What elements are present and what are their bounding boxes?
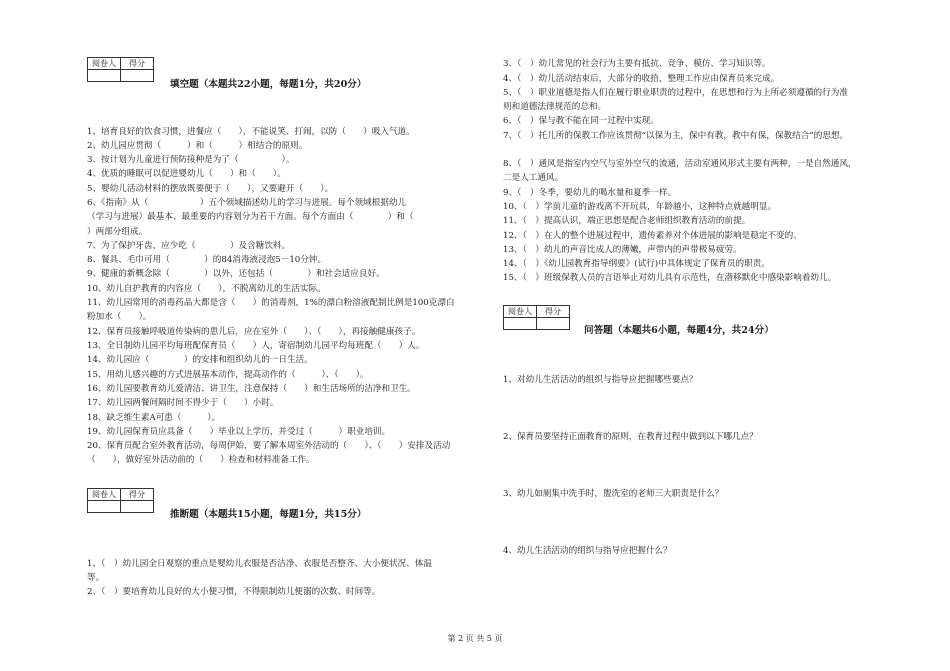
fill-line: ）两部分组成。 xyxy=(87,227,148,237)
judge-line: 11、（ ）提高认识，端正思想是配合老师组织教育活动的前提。 xyxy=(503,216,751,226)
judge-line: 6、（ ）保与教不能在同一过程中实现。 xyxy=(503,116,659,126)
fill-line: 4、优质的睡眠可以促进婴幼儿（ ）和（ ）。 xyxy=(87,169,286,179)
section-title-judge: 推断题（本题共15小题，每题1分，共15分） xyxy=(170,509,367,520)
score-box-qa xyxy=(503,305,570,330)
fill-line: 13、全日制幼儿园平均每班配保育员（ ）人，寄宿制幼儿园平均每班配（ ）人。 xyxy=(87,341,425,351)
fill-line: 6、《指南》从（ ）五个领域描述幼儿的学习与进展。每个领域根据幼儿 xyxy=(87,198,407,208)
qa-line: 3、幼儿如厕集中洗手时，盥洗室的老师三大职责是什么？ xyxy=(503,489,724,499)
fill-line: 15、用幼儿感兴趣的方式进展基本动作，提高动作的（ ）、（ ）。 xyxy=(87,370,369,380)
judge-line: 12、（ ）在人的整个进展过程中，遗传素养对个体进展的影响是稳定不变的。 xyxy=(503,231,802,241)
fill-line: 粉加水（ ）。 xyxy=(87,312,152,322)
score-cell[interactable] xyxy=(121,501,154,513)
fill-line: 14、幼儿园应（ ）的安排和组织幼儿的一日生活。 xyxy=(87,355,313,365)
fill-line: 5、婴幼儿活动材料的摆放既要便于（ ），又要避开（ ）。 xyxy=(87,184,334,194)
judge-line: 3、（ ）幼儿常见的社会行为主要有抵抗、竞争、模仿、学习知识等。 xyxy=(503,59,771,69)
score-box-judge xyxy=(87,488,154,513)
qa-line: 1、对幼儿生活活动的组织与指导应把握哪些要点？ xyxy=(503,375,698,385)
section-title-fill: 填空题（本题共22小题，每题1分，共20分） xyxy=(170,79,367,90)
score-label: 得分 xyxy=(537,306,570,318)
fill-line: （学习与进展）最基本、最重要的内容划分为若干方面。每个方面由（ ）和（ xyxy=(87,212,414,222)
page-number: 第 2 页 共 5 页 xyxy=(447,634,503,643)
reviewer-cell[interactable] xyxy=(88,70,121,82)
judge-line: 8、（ ）通风是指室内空气与室外空气的流通，活动室通风形式主要有两种，一是自然通风， xyxy=(503,159,857,169)
judge-line: 14、（ ）《幼儿园教育指导纲要》(试行)中具体规定了保育员的职责。 xyxy=(503,259,770,269)
judge-line: 10、（ ）学前儿童的游戏离不开玩具，年龄越小，这种特点就越明显。 xyxy=(503,202,777,212)
score-label: 得分 xyxy=(121,489,154,501)
reviewer-label: 阅卷人 xyxy=(88,58,121,70)
fill-line: 10、幼儿自护教育的内容应（ ），不脱离幼儿的生活实际。 xyxy=(87,284,326,294)
fill-line: 3、按计划为儿童进行预防接种是为了（ ）。 xyxy=(87,155,295,165)
judge-line: 7、（ ）托儿所的保教工作应该贯彻“以保为主，保中有教，教中有保，保教结合”的思想。 xyxy=(503,131,849,141)
judge-line: 5、（ ）职业道德是指人们在履行职业职责的过程中，在思想和行为上所必须遵循的行为准 xyxy=(503,88,848,98)
judge-line: 等。 xyxy=(87,573,105,583)
fill-line: 2、幼儿园应贯彻（ ）和（ ）相结合的原则。 xyxy=(87,141,308,151)
reviewer-cell[interactable] xyxy=(504,318,537,330)
section-title-qa: 问答题（本题共6小题，每题4分，共24分） xyxy=(584,325,774,336)
reviewer-cell[interactable] xyxy=(88,501,121,513)
judge-line: 4、（ ）幼儿活动结束后，大部分的收拾，整理工作应由保育员来完成。 xyxy=(503,74,780,84)
judge-line: 2、（ ）要培育幼儿良好的大小便习惯，不得限制幼儿便溺的次数、时间等。 xyxy=(87,587,381,597)
judge-line: 13、（ ）幼儿的声音比成人的薄嫩，声带内的声带极易疲劳。 xyxy=(503,245,742,255)
fill-line: 20、保育员配合室外教育活动，每周伊始，要了解本周室外活动的（ ）、（ ）安排及活动 xyxy=(87,441,451,451)
fill-line: 18、缺乏维生素A可患（ ）。 xyxy=(87,413,221,423)
score-box-fill xyxy=(87,57,154,82)
fill-line: 19、幼儿园保育员应具备（ ）毕业以上学历，并受过（ ）职业培训。 xyxy=(87,427,391,437)
fill-line: 12、保育员接触呼吸道传染病的患儿后，应在室外（ ）、（ ），再接触健康孩子。 xyxy=(87,327,421,337)
score-label: 得分 xyxy=(121,58,154,70)
judge-line: 则和道德法律规范的总和。 xyxy=(503,102,607,112)
fill-line: 11、幼儿园常用的消毒药品大都是含（ ）的消毒剂，1%的漂白粉溶液配制比例是100克漂白 xyxy=(87,298,455,308)
score-cell[interactable] xyxy=(537,318,570,330)
judge-line: 二是人工通风。 xyxy=(503,173,564,183)
fill-line: 17、幼儿园两餐间隔时间不得少于（ ）小时。 xyxy=(87,398,279,408)
fill-line: 9、健康的新概念除（ ）以外，还包括（ ）和社会适应良好。 xyxy=(87,269,385,279)
reviewer-label: 阅卷人 xyxy=(88,489,121,501)
judge-line: 1、（ ）幼儿园全日观察的重点是婴幼儿衣服是否洁净、衣服是否整齐、大小便状况、体温 xyxy=(87,559,432,569)
qa-line: 4、幼儿生活活动的组织与指导应把握什么？ xyxy=(503,546,672,556)
fill-line: 7、为了保护牙齿，应少吃（ ）及含糖饮料。 xyxy=(87,241,291,251)
fill-line: 1、培育良好的饮食习惯，进餐应（ ），不能说笑、打闹，以防（ ）吸入气道。 xyxy=(87,127,415,137)
judge-line: 9、（ ）冬季，要幼儿的喝水量和夏季一样。 xyxy=(503,188,677,198)
judge-line: 15、（ ）班级保教人员的言语举止对幼儿具有示范性，在潜移默化中感染影响着幼儿。 xyxy=(503,273,837,283)
reviewer-label: 阅卷人 xyxy=(504,306,537,318)
score-cell[interactable] xyxy=(121,70,154,82)
qa-line: 2、保育员要坚持正面教育的原则，在教育过程中做到以下哪几点？ xyxy=(503,432,758,442)
fill-line: （ ），做好室外活动前的（ ）检查和材料准备工作。 xyxy=(87,455,315,465)
fill-line: 8、餐具、毛巾可用（ ）的84消毒液浸泡5－10分钟。 xyxy=(87,255,327,265)
fill-line: 16、幼儿园要教育幼儿爱清洁、讲卫生，注意保持（ ）和生活场所的洁净和卫生。 xyxy=(87,384,416,394)
